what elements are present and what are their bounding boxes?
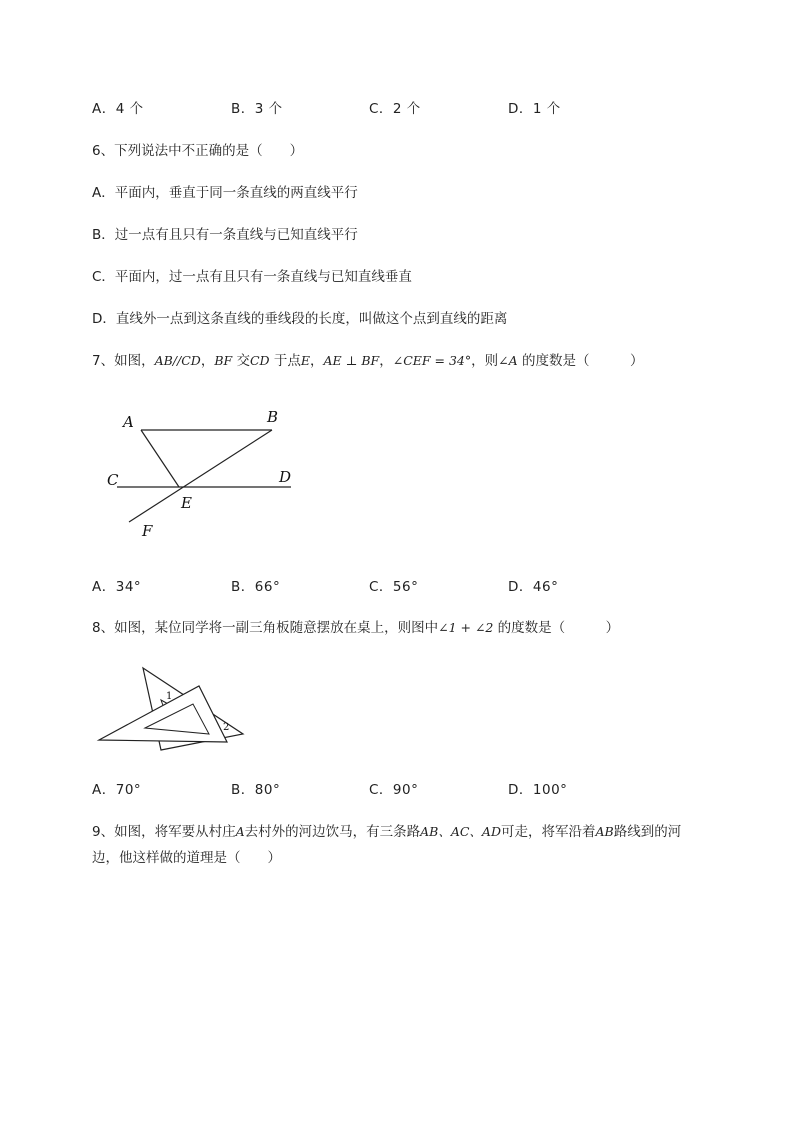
q5-option-a: A．4 个: [92, 101, 144, 117]
q8-option-a: A．70°: [92, 782, 142, 798]
label-f: F: [142, 522, 153, 540]
q7-option-d: D．46°: [508, 579, 559, 595]
q8-option-c: C．90°: [369, 782, 419, 798]
q6-option-a: A．平面内，垂直于同一条直线的两直线平行: [92, 185, 358, 201]
q7-cond-cd: CD: [249, 353, 270, 368]
q9-text: 去村外的河边饮马，有三条路: [244, 824, 421, 840]
q8-option-d: D．100°: [508, 782, 568, 798]
q7-cond-parallel: AB//CD: [154, 353, 201, 368]
q7-text: ，则: [471, 353, 499, 369]
label-e: E: [181, 494, 192, 512]
q9-stem-line1: [92, 823, 681, 841]
q5-option-c: C．2 个: [369, 101, 421, 117]
q8-figure: [95, 660, 255, 760]
label-c: C: [107, 471, 119, 489]
label-a: A: [123, 413, 134, 431]
q5-option-b: B．3 个: [231, 101, 283, 117]
q8-stem-post: 的度数是（ ）: [493, 620, 620, 636]
segment-ae: [141, 430, 179, 487]
label-b: B: [267, 408, 279, 426]
q7-option-a: A．34°: [92, 579, 142, 595]
q7-text: 于点: [269, 353, 301, 369]
q7-cond-angle-a: ∠A: [498, 353, 518, 368]
q7-sep: ，: [200, 353, 215, 369]
q9-text: 路线到的河: [613, 824, 682, 840]
q9-roads: AB、AC、AD: [420, 824, 501, 839]
q7-option-c: C．56°: [369, 579, 419, 595]
q8-expr: ∠1 + ∠2: [438, 620, 494, 635]
q8-stem-pre: 8、如图，某位同学将一副三角板随意摆放在桌上，则图中: [92, 620, 439, 636]
q9-text: 9、如图，将军要从村庄: [92, 824, 236, 840]
q7-cond-bf: BF: [214, 353, 233, 368]
q7-figure: [95, 400, 315, 550]
q7-cond-angle: ∠CEF = 34°: [392, 353, 472, 368]
q8-stem: [92, 619, 619, 637]
q9-road-ab: AB: [595, 824, 614, 839]
angle-1-label: 1: [166, 691, 173, 702]
q7-stem-post: 的度数是（ ）: [517, 353, 644, 369]
q7-stem: [92, 352, 643, 370]
q7-option-b: B．66°: [231, 579, 281, 595]
q9-point-a: A: [235, 824, 245, 839]
q8-option-b: B．80°: [231, 782, 281, 798]
q6-option-c: C．平面内，过一点有且只有一条直线与已知直线垂直: [92, 269, 412, 285]
q7-cond-e: E: [300, 353, 310, 368]
q5-option-d: D．1 个: [508, 101, 561, 117]
label-d: D: [279, 468, 292, 486]
q7-sep: ，: [310, 353, 324, 369]
q9-stem-line2: 边，他这样做的道理是（ ）: [92, 850, 281, 866]
angle-2-label: 2: [223, 722, 230, 733]
q7-text: 交: [232, 353, 250, 369]
q9-text: 可走，将军沿着: [500, 824, 596, 840]
q7-stem-pre: 7、如图，: [92, 353, 155, 369]
q6-option-d: D．直线外一点到这条直线的垂线段的长度，叫做这个点到直线的距离: [92, 311, 508, 327]
q7-sep: ，: [379, 353, 393, 369]
q6-stem: 6、下列说法中不正确的是（ ）: [92, 143, 304, 159]
q6-option-b: B．过一点有且只有一条直线与已知直线平行: [92, 227, 358, 243]
q7-cond-perp: AE ⊥ BF: [323, 353, 380, 368]
